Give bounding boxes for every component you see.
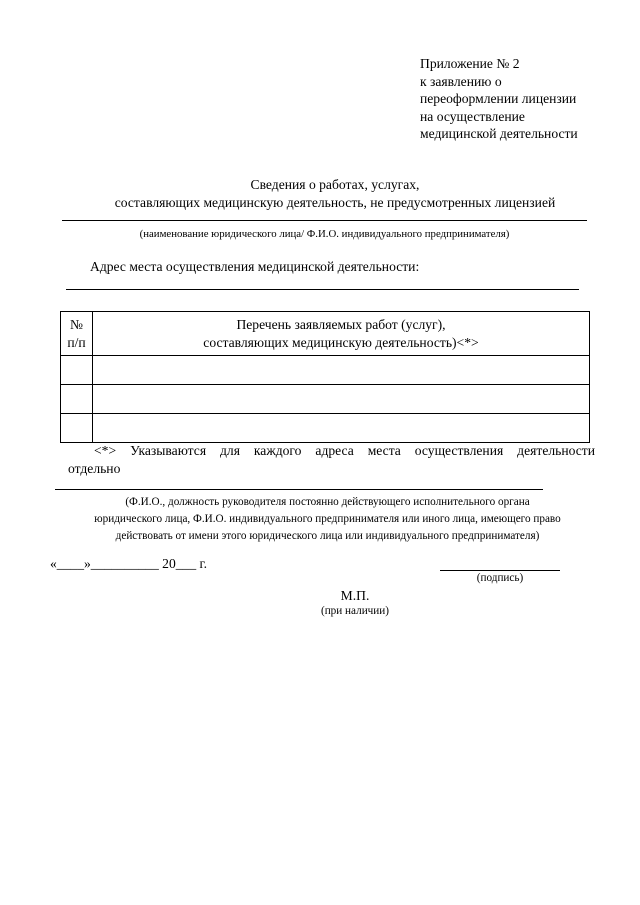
footnote-line2: отдельно <box>68 461 121 476</box>
document-title-line2: составляющих медицинскую деятельность, не предусмотренных лицензией <box>114 195 556 210</box>
stamp-label: М.П. <box>340 588 370 603</box>
date-field[interactable]: «____»__________ 20___ г. <box>50 556 207 571</box>
footnote-line1: <*> Указываются для каждого адреса места осуществления деятельности <box>94 443 595 458</box>
document-title-line1: Сведения о работах, услугах, <box>250 177 420 192</box>
row-work-cell[interactable] <box>93 414 590 443</box>
header-number <box>61 312 93 356</box>
row-number-cell[interactable] <box>61 385 93 414</box>
address-line <box>66 289 579 290</box>
signature-line[interactable] <box>440 570 560 571</box>
appendix-line: Приложение № 2 <box>420 56 520 71</box>
appendix-line: медицинской деятельности <box>420 126 578 141</box>
appendix-line: на осуществление <box>420 108 525 124</box>
header-number-line2: п/п <box>67 334 86 350</box>
header-number-line1: № <box>70 316 83 332</box>
signer-caption <box>50 494 605 545</box>
row-number-cell[interactable] <box>61 356 93 385</box>
table-row <box>61 414 590 443</box>
address-label: Адрес места осуществления медицинской деятельности: <box>90 259 420 274</box>
entity-name-line <box>62 220 587 221</box>
entity-name-caption: (наименование юридического лица/ Ф.И.О. индивидуального предпринимателя) <box>139 228 510 240</box>
row-work-cell[interactable] <box>93 356 590 385</box>
works-table <box>60 311 590 443</box>
appendix-line: к заявлению о <box>420 73 502 89</box>
signature-caption: (подпись) <box>476 572 524 584</box>
signer-caption-line: юридического лица, Ф.И.О. индивидуального предпринимателя или иного лица, имеющего право <box>94 513 561 525</box>
signer-caption-line: (Ф.И.О., должность руководителя постоянно действующего исполнительного органа <box>125 496 530 508</box>
row-work-cell[interactable] <box>93 385 590 414</box>
table-row <box>61 356 590 385</box>
header-work-line1: Перечень заявляемых работ (услуг), <box>236 316 446 332</box>
header-work-line2: составляющих медицинскую деятельность)<*> <box>203 334 479 350</box>
table-header-row <box>61 312 590 356</box>
signer-line <box>55 489 543 490</box>
header-work-list <box>93 312 590 356</box>
stamp-note: (при наличии) <box>320 605 390 617</box>
table-row <box>61 385 590 414</box>
signer-caption-line: действовать от имени этого юридического лица или индивидуального предпринимателя) <box>115 530 540 542</box>
appendix-header <box>420 55 630 143</box>
row-number-cell[interactable] <box>61 414 93 443</box>
appendix-line: переоформлении лицензии <box>420 91 577 106</box>
